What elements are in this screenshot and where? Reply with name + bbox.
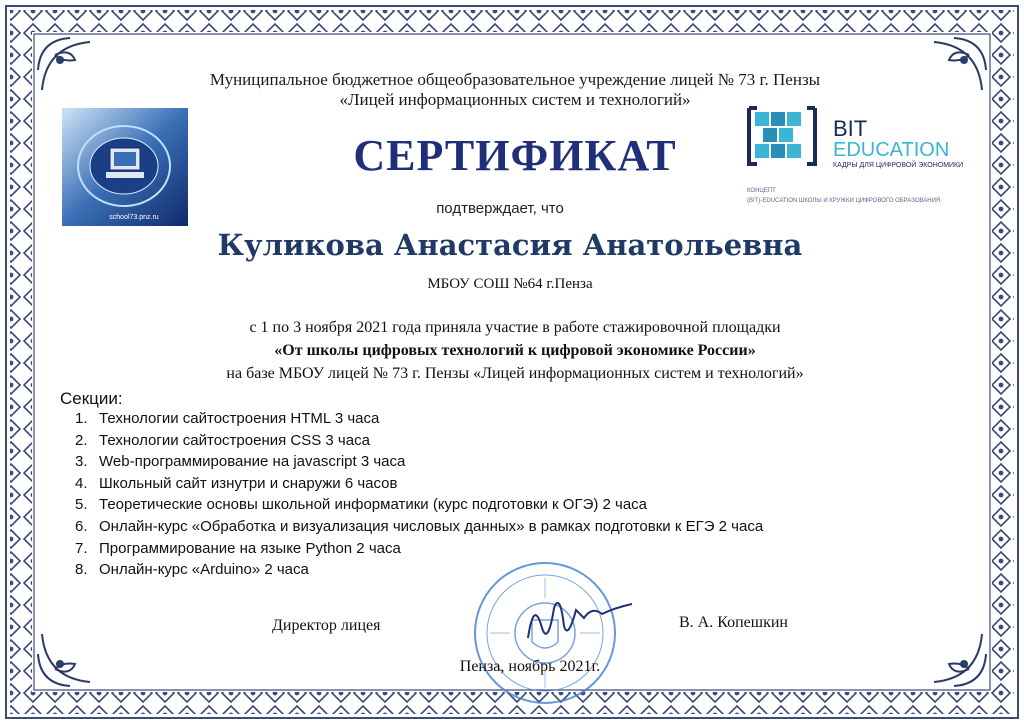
list-item-number: 6. [75, 517, 88, 535]
director-name: В. А. Копешкин [679, 614, 788, 631]
list-item-text: Онлайн-курс «Обработка и визуализация числовых данных» в рамках подготовки к ЕГЭ 2 часа [99, 517, 764, 535]
list-item [75, 430, 875, 452]
recipient-school: МБОУ СОШ №64 г.Пенза [427, 276, 593, 292]
institution-name: Муниципальное бюджетное общеобразовательное учреждение лицей № 73 г. Пензы [209, 70, 821, 89]
lyceum-logo-caption: school73.pnz.ru [109, 214, 159, 221]
sections-label: Секции: [60, 389, 123, 408]
list-item-text: Web-программирование на javascript 3 часа [99, 453, 406, 471]
list-item-text: Программирование на языке Python 2 часа [99, 539, 401, 557]
bit-logo-caption1: КОНЦЕПТ [747, 188, 776, 194]
list-item-number: 1. [75, 410, 88, 427]
list-item [75, 408, 875, 430]
participation-line1: с 1 по 3 ноября 2021 года приняла участие в работе стажировочной площадки [249, 319, 781, 336]
list-item-text: Технологии сайтостроения CSS 3 часа [99, 431, 370, 449]
director-position: Директор лицея [272, 617, 381, 634]
place-date: Пенза, ноябрь 2021г. [459, 658, 601, 675]
list-item-number: 2. [75, 431, 88, 449]
list-item [75, 473, 875, 495]
bit-logo-line1: BIT [833, 116, 868, 141]
director-signature [520, 588, 640, 648]
list-item-number: 5. [75, 496, 88, 514]
list-item-number: 4. [75, 474, 88, 492]
lyceum-logo [62, 108, 188, 226]
bit-logo-line3: КАДРЫ ДЛЯ ЦИФРОВОЙ ЭКОНОМИКИ [833, 162, 964, 169]
bit-logo-caption2: (BIT)-EDUCATION ШКОЛЫ И КРУЖКИ ЦИФРОВОГО ОБРАЗОВАНИЯ [747, 198, 941, 204]
bit-cube-icon [749, 108, 815, 164]
list-item-text: Школьный сайт изнутри и снаружи 6 часов [99, 474, 398, 492]
program-title: «От школы цифровых технологий к цифровой экономике России» [274, 342, 756, 359]
list-item [75, 451, 875, 473]
list-item-number: 7. [75, 539, 88, 557]
participation-line3: на базе МБОУ лицей № 73 г. Пензы «Лицей информационных систем и технологий» [226, 365, 804, 382]
participation-text [120, 316, 910, 385]
list-item-text: Технологии сайтостроения HTML 3 часа [99, 410, 380, 427]
certificate-title: СЕРТИФИКАТ [353, 131, 677, 180]
institution-subname: «Лицей информационных систем и технологий» [339, 90, 691, 109]
institution-header [140, 70, 890, 110]
list-item-number: 3. [75, 453, 88, 471]
sections-list [75, 408, 875, 581]
list-item-text: Теоретические основы школьной информатики (курс подготовки к ОГЭ) 2 часа [99, 496, 648, 514]
confirms-text: подтверждает, что [436, 200, 564, 217]
list-item-number: 8. [75, 561, 88, 579]
recipient-name: Куликова Анастасия Анатольевна [217, 228, 803, 262]
list-item [75, 538, 875, 560]
list-item [75, 494, 875, 516]
list-item [75, 516, 875, 538]
bit-education-logo [745, 100, 975, 215]
list-item-text: Онлайн-курс «Arduino» 2 часа [99, 561, 309, 579]
bit-logo-line2: EDUCATION [833, 139, 950, 161]
